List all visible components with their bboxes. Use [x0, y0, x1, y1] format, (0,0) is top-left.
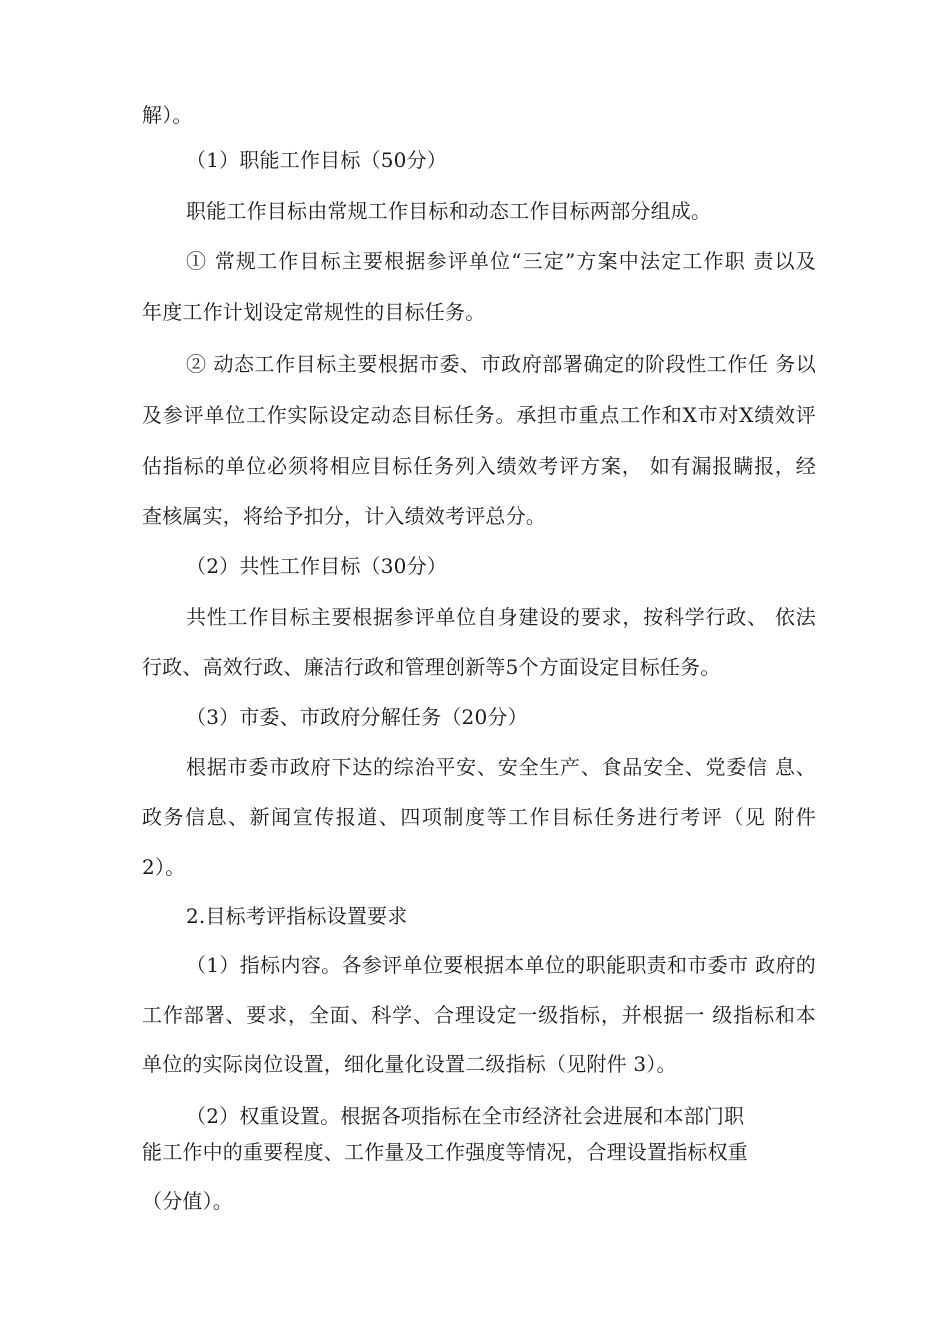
text-line: （2）权重设置。根据各项指标在全市经济社会进展和本部门职	[186, 1104, 745, 1128]
text-line: 职能工作目标由常规工作目标和动态工作目标两部分组成。	[186, 199, 712, 223]
text-line: 估指标的单位必须将相应目标任务列入绩效考评方案， 如有漏报瞒报，经	[142, 454, 816, 478]
text-line: 共性工作目标主要根据参评单位自身建设的要求，按科学行政、 依法	[186, 605, 816, 629]
text-line: 2）。	[142, 855, 186, 879]
section-heading: （2）共性工作目标（30分）	[186, 554, 447, 578]
text-line: （分值）。	[142, 1189, 233, 1213]
text-line: 根据市委市政府下达的综治平安、安全生产、食品安全、党委信 息、	[186, 755, 816, 779]
text-line: 单位的实际岗位设置，细化量化设置二级指标（见附件 3）。	[142, 1052, 677, 1076]
text-line: ① 常规工作目标主要根据参评单位“三定”方案中法定工作职 责以及	[186, 249, 816, 273]
text-line: 政务信息、新闻宣传报道、四项制度等工作目标任务进行考评（见 附件	[142, 805, 816, 829]
text-line: 年度工作计划设定常规性的目标任务。	[142, 300, 486, 324]
text-line: （1）指标内容。各参评单位要根据本单位的职能职责和市委市 政府的	[186, 953, 816, 977]
text-line: 工作部署、要求，全面、科学、合理设定一级指标，并根据一 级指标和本	[142, 1003, 816, 1027]
text-line: ② 动态工作目标主要根据市委、市政府部署确定的阶段性工作任 务以	[186, 352, 816, 376]
text-line: 查核属实，将给予扣分，计入绩效考评总分。	[142, 504, 546, 528]
text-line: 行政、高效行政、廉洁行政和管理创新等5个方面设定目标任务。	[142, 655, 721, 679]
section-heading: （3）市委、市政府分解任务（20分）	[186, 705, 528, 729]
text-line: 能工作中的重要程度、工作量及工作强度等情况，合理设置指标权重	[142, 1140, 748, 1164]
section-heading: （1）职能工作目标（50分）	[186, 148, 447, 172]
text-line: 解）。	[142, 103, 193, 127]
section-heading: 2.目标考评指标设置要求	[186, 904, 408, 928]
text-line: 及参评单位工作实际设定动态目标任务。承担市重点工作和X市对X绩效评	[142, 403, 816, 427]
